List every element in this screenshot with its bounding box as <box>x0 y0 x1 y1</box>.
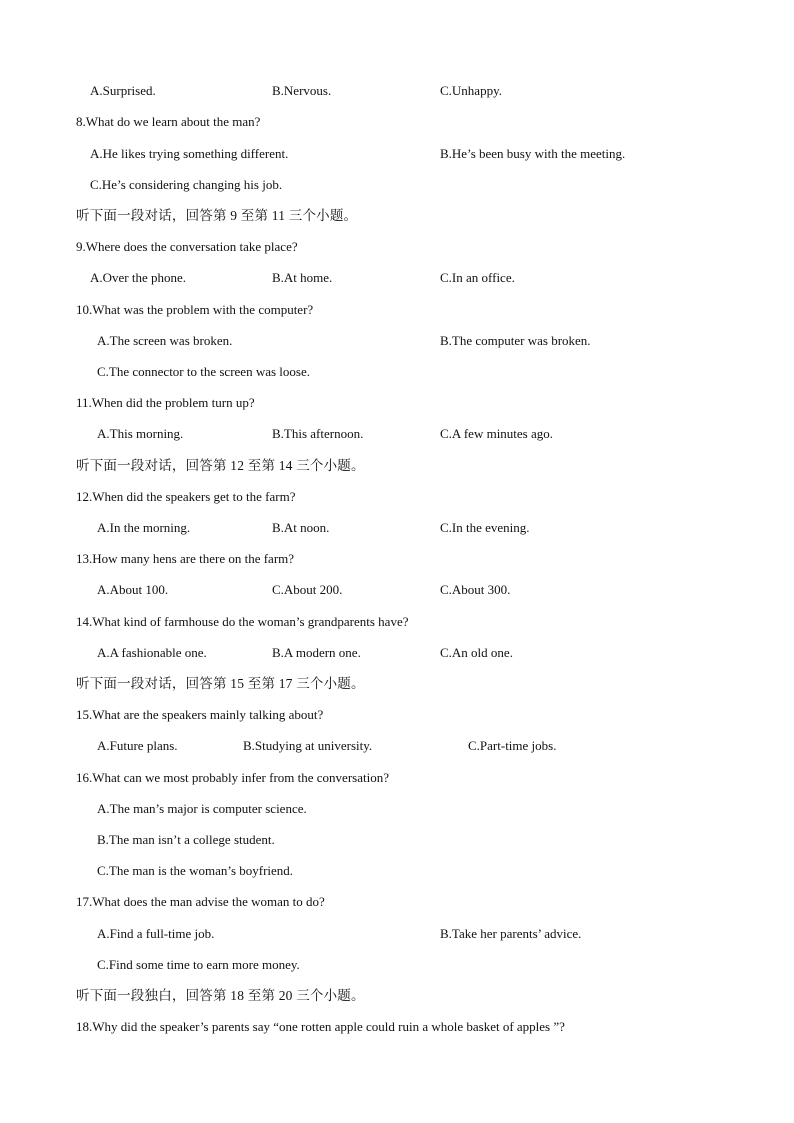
q14-option-a: A.A fashionable one. <box>97 645 207 660</box>
section-instruction-3: 听下面一段对话，回答第 15 至第 17 三个小题。 <box>76 676 365 691</box>
q10-option-c: C.The connector to the screen was loose. <box>97 364 310 379</box>
question-9: 9.Where does the conversation take place? <box>76 239 298 254</box>
question-18: 18.Why did the speaker’s parents say “one rotten apple could ruin a whole basket of apples ”? <box>76 1019 565 1034</box>
q16-option-b: B.The man isn’t a college student. <box>97 832 275 847</box>
q8-option-b: B.He’s been busy with the meeting. <box>440 146 626 161</box>
q7-option-a: A.Surprised. <box>90 83 156 98</box>
q7-option-b: B.Nervous. <box>272 83 332 98</box>
q16-option-a: A.The man’s major is computer science. <box>97 801 307 816</box>
q14-option-c: C.An old one. <box>440 645 513 660</box>
q12-option-a: A.In the morning. <box>97 520 191 535</box>
q17-option-a: A.Find a full-time job. <box>97 926 215 941</box>
question-17: 17.What does the man advise the woman to do? <box>76 894 325 909</box>
section-instruction-1: 听下面一段对话，回答第 9 至第 11 三个小题。 <box>76 208 358 223</box>
q8-option-c: C.He’s considering changing his job. <box>90 177 283 192</box>
question-8: 8.What do we learn about the man? <box>76 114 261 129</box>
q7-option-c: C.Unhappy. <box>440 83 502 98</box>
q15-option-c: C.Part-time jobs. <box>468 738 557 753</box>
q11-option-b: B.This afternoon. <box>272 426 364 441</box>
question-15: 15.What are the speakers mainly talking about? <box>76 707 324 722</box>
q13-option-c: C.About 300. <box>440 582 511 597</box>
q17-option-c: C.Find some time to earn more money. <box>97 957 300 972</box>
q11-option-a: A.This morning. <box>97 426 184 441</box>
q15-option-a: A.Future plans. <box>97 738 178 753</box>
q10-option-a: A.The screen was broken. <box>97 333 233 348</box>
q9-option-b: B.At home. <box>272 270 333 285</box>
q12-option-c: C.In the evening. <box>440 520 530 535</box>
question-16: 16.What can we most probably infer from the conversation? <box>76 770 389 785</box>
q9-option-c: C.In an office. <box>440 270 515 285</box>
q15-option-b: B.Studying at university. <box>243 738 373 753</box>
q14-option-b: B.A modern one. <box>272 645 361 660</box>
q13-option-b: C.About 200. <box>272 582 343 597</box>
section-instruction-4: 听下面一段独白，回答第 18 至第 20 三个小题。 <box>76 988 365 1003</box>
question-12: 12.When did the speakers get to the farm? <box>76 489 296 504</box>
q9-option-a: A.Over the phone. <box>90 270 187 285</box>
q8-option-a: A.He likes trying something different. <box>90 146 289 161</box>
q12-option-b: B.At noon. <box>272 520 330 535</box>
q17-option-b: B.Take her parents’ advice. <box>440 926 582 941</box>
q10-option-b: B.The computer was broken. <box>440 333 591 348</box>
q13-option-a: A.About 100. <box>97 582 169 597</box>
section-instruction-2: 听下面一段对话，回答第 12 至第 14 三个小题。 <box>76 458 365 473</box>
q11-option-c: C.A few minutes ago. <box>440 426 554 441</box>
question-10: 10.What was the problem with the computer? <box>76 302 314 317</box>
question-11: 11.When did the problem turn up? <box>76 395 255 410</box>
question-14: 14.What kind of farmhouse do the woman’s grandparents have? <box>76 614 409 629</box>
question-13: 13.How many hens are there on the farm? <box>76 551 295 566</box>
q16-option-c: C.The man is the woman’s boyfriend. <box>97 863 294 878</box>
